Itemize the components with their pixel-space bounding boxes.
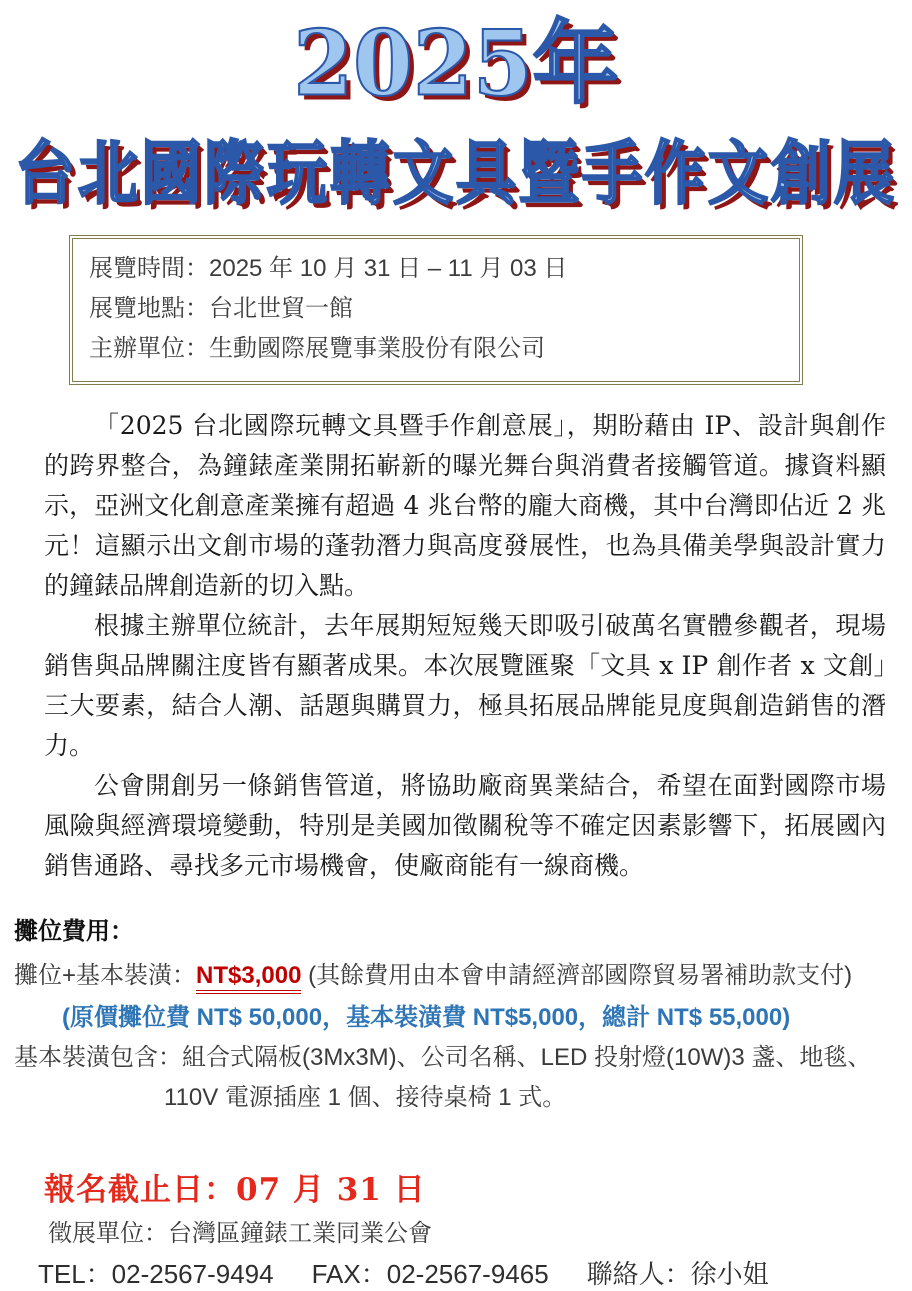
- exhibition-venue: 展覽地點：台北世貿一館: [89, 295, 353, 322]
- exhibition-time: 展覽時間：2025 年 10 月 31 日 – 11 月 03 日: [89, 255, 568, 282]
- registration-deadline: 報名截止日：07 月 31 日: [44, 1172, 426, 1208]
- booth-fee-label: 攤位+基本裝潢：: [14, 962, 197, 989]
- decoration-includes-line1: 基本裝潢包含：組合式隔板(3Mx3M)、公司名稱、LED 投射燈(10W)3 盞、地毯、: [14, 1044, 872, 1071]
- fax-number: FAX：02-2567-9465: [311, 1259, 549, 1289]
- booth-fee-section: [14, 912, 892, 1118]
- decoration-includes-line2: 110V 電源插座 1 個、接待桌椅 1 式。: [164, 1084, 567, 1111]
- paragraph-sales-channel: 公會開創另一條銷售管道，將協助廠商異業結合，希望在面對國際市場風險與經濟環境變動，特別是美國加徵關稅等不確定因素影響下，拓展國內銷售通路、尋找多元市場機會，使廠商能有一線商機。: [44, 771, 886, 880]
- footer-block: [38, 1164, 912, 1291]
- original-price-note: (原價攤位費 NT$ 50,000，基本裝潢費 NT$5,000，總計 NT$ 55,000): [62, 1004, 791, 1031]
- exhibition-info-box: [72, 238, 800, 382]
- booth-fee-heading: 攤位費用：: [14, 918, 134, 945]
- title-block: [0, 0, 912, 218]
- title-event-name: 台北國際玩轉文具暨手作文創展: [15, 133, 897, 215]
- title-year: 2025年: [293, 10, 619, 117]
- intro-paragraphs: [44, 406, 886, 886]
- contact-row: [38, 1254, 912, 1291]
- paragraph-last-year-results: 根據主辦單位統計，去年展期短短幾天即吸引破萬名實體參觀者，現場銷售與品牌關注度皆有顯著成果。本次展覽匯聚「文具 x IP 創作者 x 文創」三大要素，結合人潮、話題與購買力，極具拓展品牌能見度與創造銷售的潛力。: [44, 611, 886, 760]
- recruiting-organizer: 徵展單位：台灣區鐘錶工業同業公會: [48, 1220, 432, 1247]
- contact-person: 聯絡人：徐小姐: [586, 1259, 769, 1289]
- exhibition-organizer: 主辦單位：生動國際展覽事業股份有限公司: [89, 335, 545, 362]
- booth-fee-subsidy-note: (其餘費用由本會申請經濟部國際貿易署補助款支付): [301, 962, 853, 989]
- booth-fee-price: NT$3,000: [196, 962, 301, 994]
- booth-fee-line: [14, 956, 892, 996]
- paragraph-market-overview: 「2025 台北國際玩轉文具暨手作創意展」，期盼藉由 IP、設計與創作的跨界整合，為鐘錶產業開拓嶄新的曝光舞台與消費者接觸管道。據資料顯示，亞洲文化創意產業擁有超過 4 兆台幣的龐大商機，其中台灣即佔近 2 兆元！這顯示出文創市場的蓬勃潛力與高度發展性，也為具備美學與設計實力的鐘錶品牌創造新的切入點。: [44, 411, 886, 600]
- tel-number: TEL：02-2567-9494: [38, 1259, 274, 1289]
